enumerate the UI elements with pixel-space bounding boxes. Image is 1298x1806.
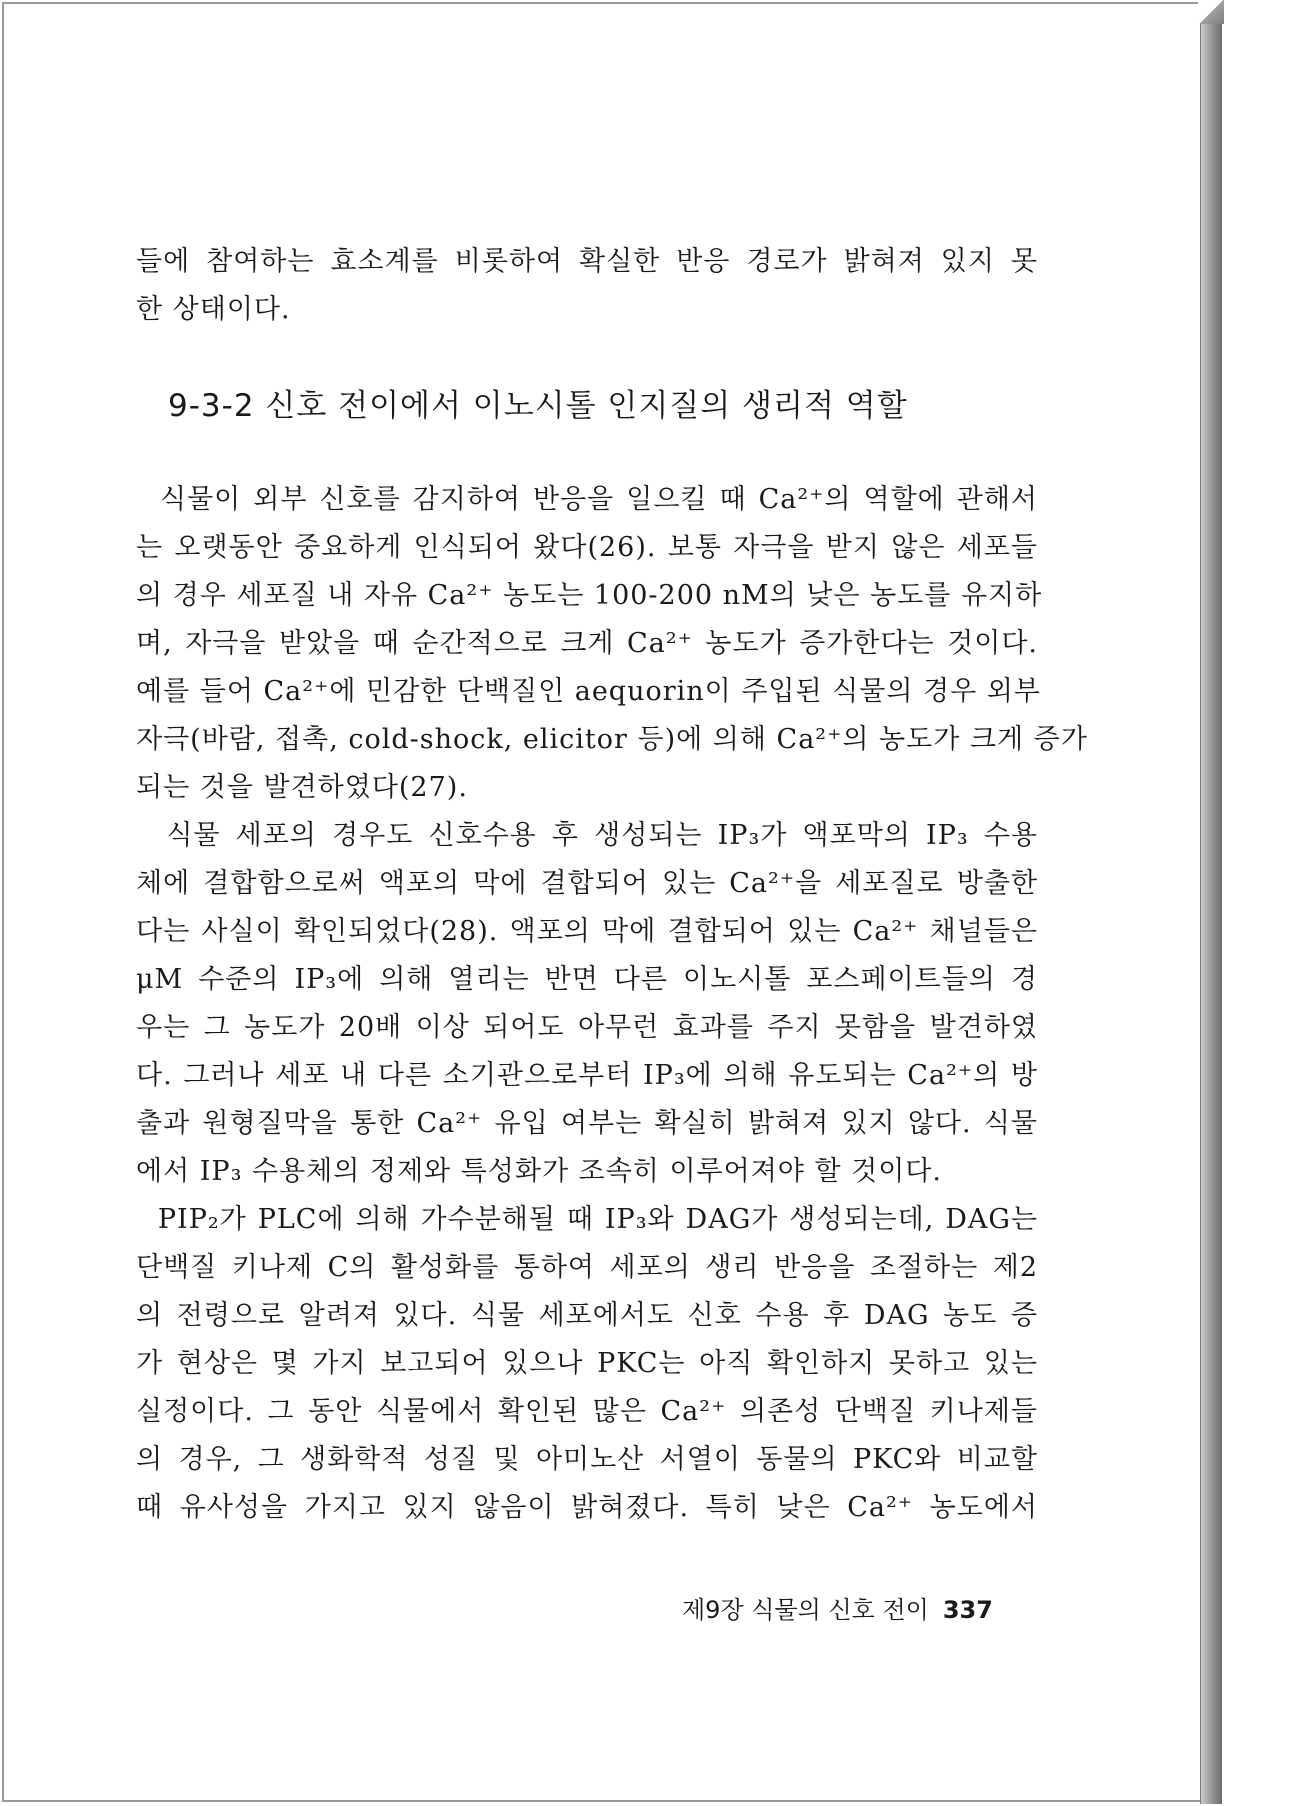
page-corner-fold (1198, 0, 1224, 24)
text-line: μM 수준의 IP₃에 의해 열리는 반면 다른 이노시톨 포스페이트들의 경 (136, 964, 1038, 995)
text-line: 의 경우 세포질 내 자유 Ca²⁺ 농도는 100-200 nM의 낮은 농도를 유지하 (136, 580, 1043, 611)
text-line: 자극(바람, 접촉, cold-shock, elicitor 등)에 의해 Ca²⁺의 농도가 크게 증가 (136, 724, 1088, 755)
text-line: 체에 결합함으로써 액포의 막에 결합되어 있는 Ca²⁺을 세포질로 방출한 (136, 868, 1038, 899)
page-edge-shadow (1200, 4, 1222, 1804)
text-line: 는 오랫동안 중요하게 인식되어 왔다(26). 보통 자극을 받지 않은 세포들 (136, 532, 1038, 563)
text-line: 에서 IP₃ 수용체의 정제와 특성화가 조속히 이루어져야 할 것이다. (136, 1156, 942, 1187)
chapter-running-head: 제9장 식물의 신호 전이 (682, 1596, 929, 1624)
text-line: 의 경우, 그 생화학적 성질 및 아미노산 서열이 동물의 PKC와 비교할 (136, 1444, 1038, 1475)
text-line: 식물 세포의 경우도 신호수용 후 생성되는 IP₃가 액포막의 IP₃ 수용 (136, 820, 1038, 851)
text-line: 되는 것을 발견하였다(27). (136, 772, 468, 803)
text-line: 다. 그러나 세포 내 다른 소기관으로부터 IP₃에 의해 유도되는 Ca²⁺의 방 (136, 1060, 1038, 1091)
text-line: 우는 그 농도가 20배 이상 되어도 아무런 효과를 주지 못함을 발견하였 (136, 1012, 1038, 1043)
page-footer (682, 1590, 993, 1625)
paragraph-2 (136, 812, 1038, 1196)
text-line: 식물이 외부 신호를 감지하여 반응을 일으킬 때 Ca²⁺의 역할에 관해서 (136, 484, 1038, 515)
text-line: 며, 자극을 받았을 때 순간적으로 크게 Ca²⁺ 농도가 증가한다는 것이다. (136, 628, 1038, 659)
text-line: 의 전령으로 알려져 있다. 식물 세포에서도 신호 수용 후 DAG 농도 증 (136, 1300, 1038, 1331)
section-heading: 9-3-2 신호 전이에서 이노시톨 인지질의 생리적 역할 (168, 388, 908, 424)
text-line: PIP₂가 PLC에 의해 가수분해될 때 IP₃와 DAG가 생성되는데, DAG는 (136, 1204, 1038, 1235)
text-line: 다는 사실이 확인되었다(28). 액포의 막에 결합되어 있는 Ca²⁺ 채널들은 (136, 916, 1038, 947)
text-line: 예를 들어 Ca²⁺에 민감한 단백질인 aequorin이 주입된 식물의 경우 외부 (136, 676, 1041, 707)
page-number: 337 (942, 1596, 993, 1624)
text-line: 실정이다. 그 동안 식물에서 확인된 많은 Ca²⁺ 의존성 단백질 키나제들 (136, 1396, 1038, 1427)
text-line: 가 현상은 몇 가지 보고되어 있으나 PKC는 아직 확인하지 못하고 있는 (136, 1348, 1038, 1379)
text-line: 출과 원형질막을 통한 Ca²⁺ 유입 여부는 확실히 밝혀져 있지 않다. 식물 (136, 1108, 1038, 1139)
paragraph-3 (136, 1196, 1038, 1532)
paragraph-1 (136, 476, 1088, 812)
body-text (136, 476, 1088, 1532)
text-line: 단백질 키나제 C의 활성화를 통하여 세포의 생리 반응을 조절하는 제2 (136, 1252, 1038, 1283)
text-line: 때 유사성을 가지고 있지 않음이 밝혀졌다. 특히 낮은 Ca²⁺ 농도에서 (136, 1492, 1038, 1523)
text-line: 한 상태이다. (136, 294, 291, 325)
text-line: 들에 참여하는 효소계를 비롯하여 확실한 반응 경로가 밝혀져 있지 못 (136, 246, 1038, 277)
intro-paragraph (136, 238, 1038, 334)
